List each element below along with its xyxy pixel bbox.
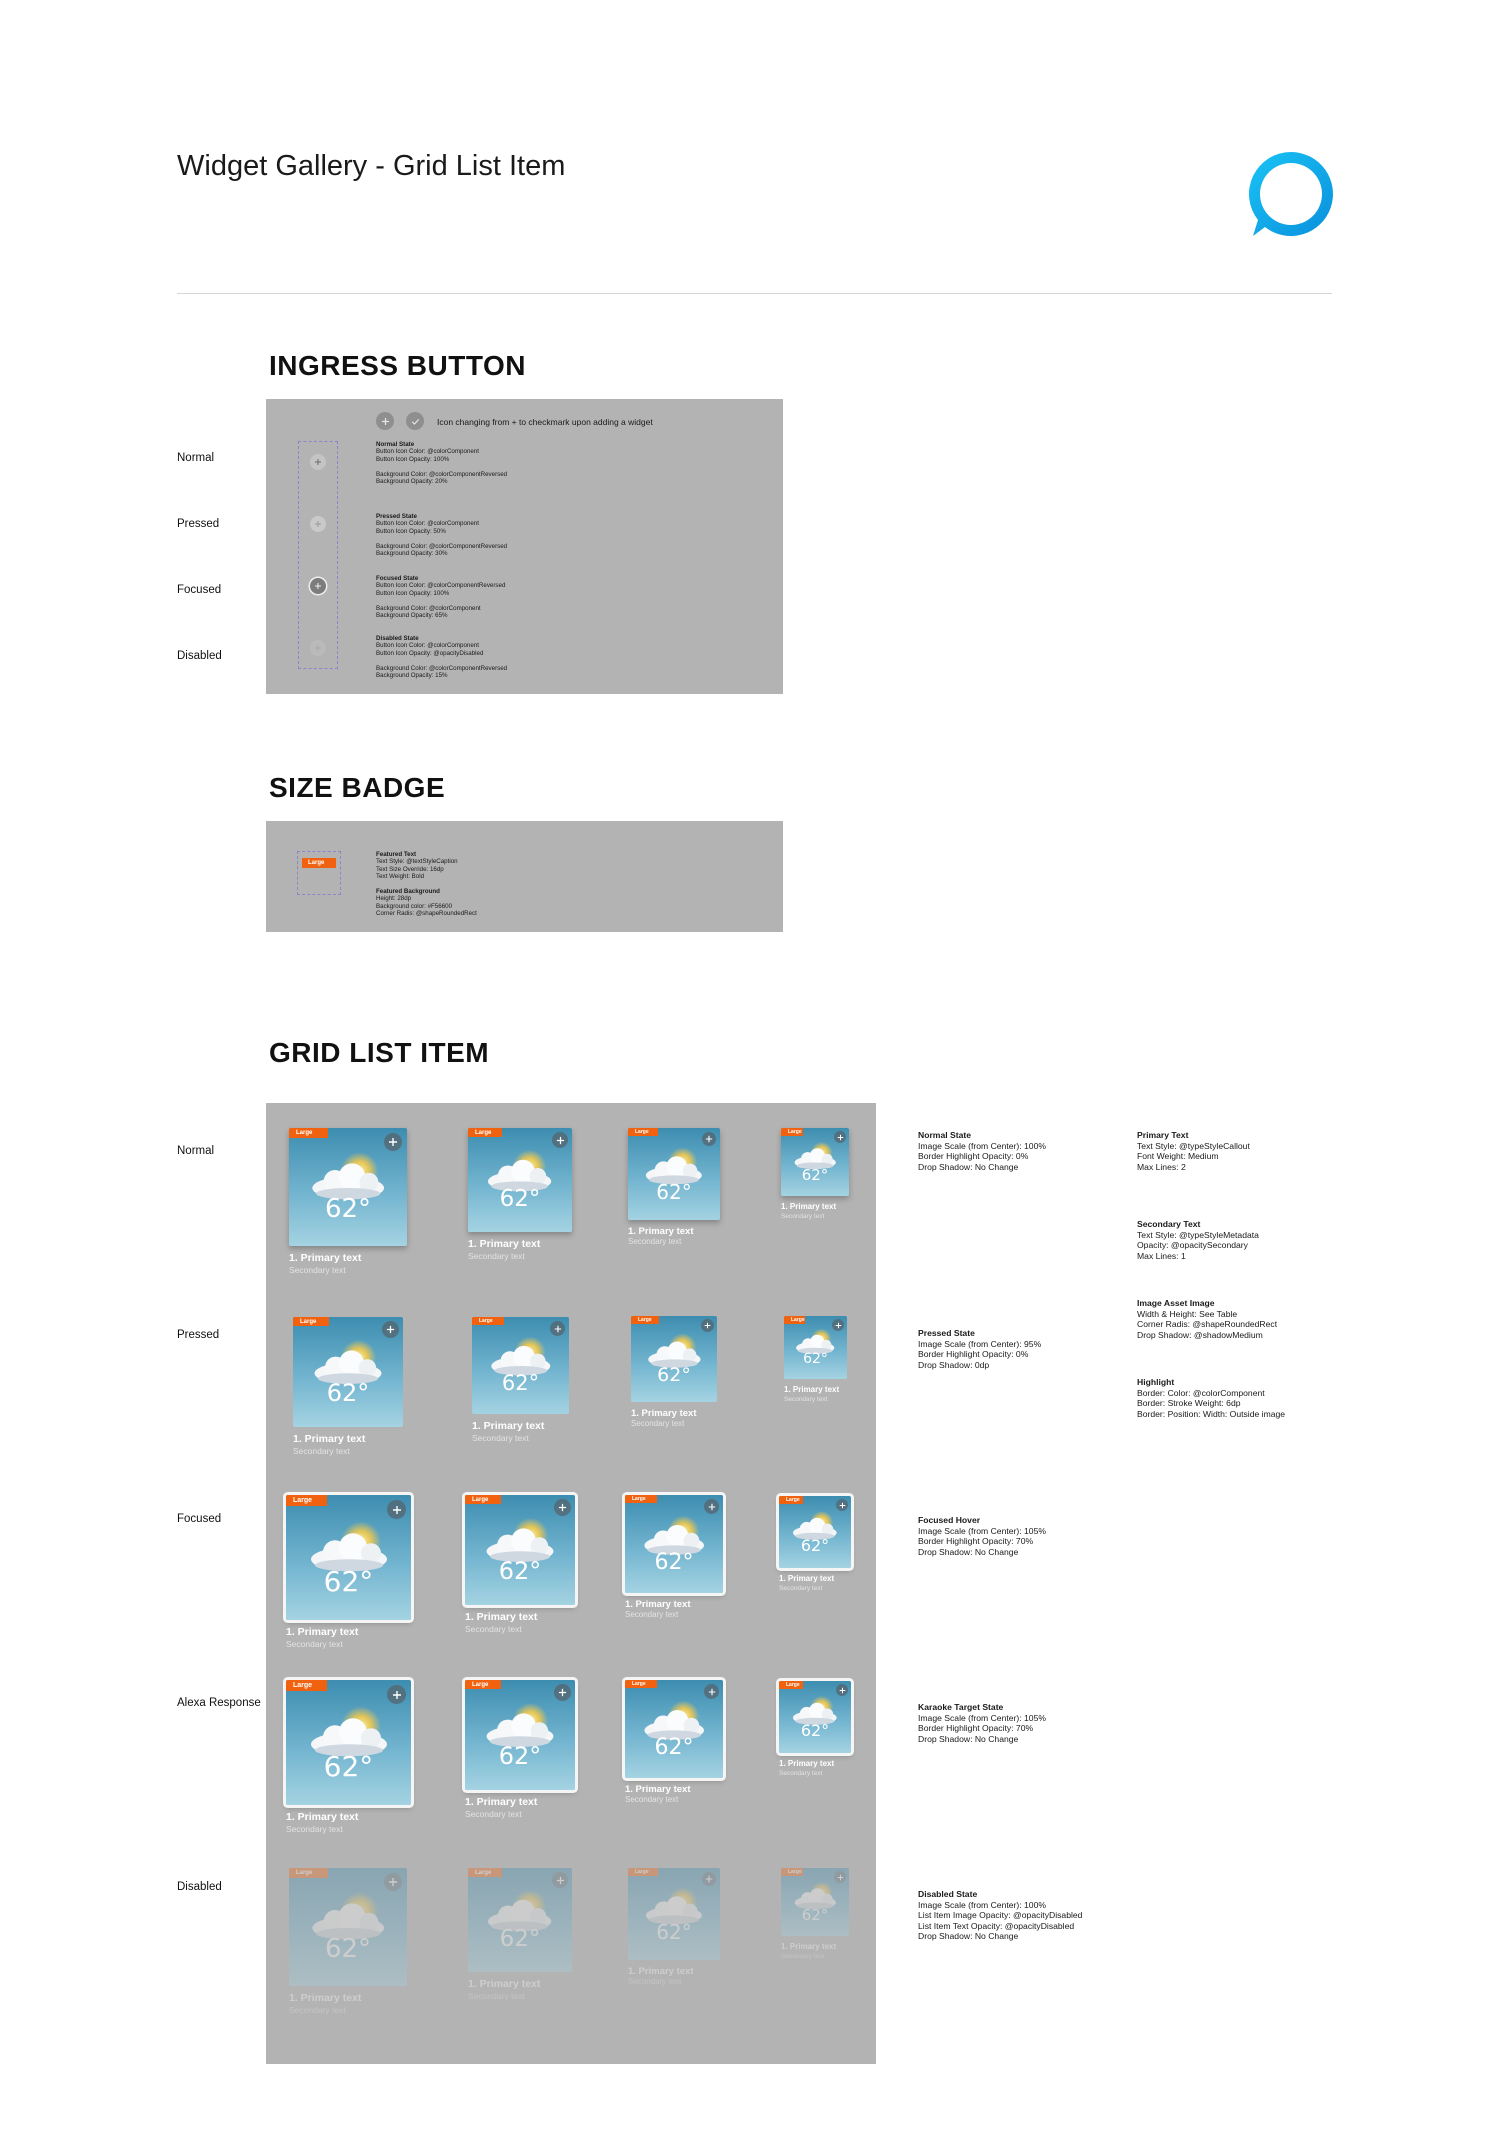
- grid-list-item-pressed[interactable]: [472, 1317, 569, 1462]
- temperature-label: 62°: [498, 1557, 542, 1585]
- primary-text: 1. Primary text: [293, 1433, 366, 1445]
- add-widget-plus-icon[interactable]: [552, 1872, 568, 1888]
- primary-text: 1. Primary text: [628, 1226, 694, 1237]
- grid-list-item-normal[interactable]: [628, 1128, 720, 1268]
- size-badge: Large: [628, 1868, 658, 1876]
- primary-text: 1. Primary text: [286, 1626, 359, 1638]
- weather-image: [625, 1680, 723, 1778]
- temperature-label: 62°: [501, 1371, 540, 1395]
- add-widget-plus-icon[interactable]: [836, 1684, 848, 1696]
- grid-list-item-normal[interactable]: [468, 1128, 572, 1280]
- temperature-label: 62°: [499, 1186, 541, 1212]
- size-badge: Large: [286, 1680, 327, 1691]
- ingress-row-label-pressed: Pressed: [177, 518, 220, 530]
- secondary-text: Secondary text: [465, 1809, 522, 1819]
- checkmark-icon: [406, 412, 424, 430]
- secondary-text: Secondary text: [293, 1446, 350, 1456]
- grid-list-item-focused[interactable]: [625, 1495, 723, 1641]
- weather-image: [465, 1680, 575, 1790]
- secondary-text: Secondary text: [631, 1419, 685, 1428]
- size-badge: Large: [289, 1868, 328, 1878]
- weather-image: [472, 1317, 569, 1414]
- temperature-label: 62°: [654, 1735, 694, 1760]
- size-badge: Large: [468, 1868, 502, 1877]
- size-badge: Large: [289, 1128, 328, 1138]
- weather-image: [625, 1495, 723, 1593]
- size-badge: Large: [781, 1868, 803, 1876]
- size-badge: Large: [625, 1680, 657, 1688]
- primary-text: 1. Primary text: [289, 1252, 362, 1264]
- add-widget-plus-icon[interactable]: [836, 1499, 848, 1511]
- header-divider: [177, 293, 1332, 294]
- spec-secondary-text: Secondary Text Text Style: @typeStyleMetadata Opacity: @opacitySecondary Max Lines: 1: [1137, 1219, 1259, 1261]
- secondary-text: Secondary text: [779, 1585, 823, 1592]
- temperature-label: 62°: [801, 1906, 829, 1924]
- ingress-icon-note: Icon changing from + to checkmark upon adding a widget: [437, 417, 653, 427]
- primary-text: 1. Primary text: [625, 1784, 691, 1795]
- temperature-label: 62°: [324, 1194, 372, 1224]
- temperature-label: 62°: [657, 1364, 691, 1386]
- weather-image: [628, 1868, 720, 1960]
- weather-image: [289, 1128, 407, 1246]
- size-badge: Large: [628, 1128, 658, 1136]
- primary-text: 1. Primary text: [781, 1942, 837, 1951]
- weather-image: [465, 1495, 575, 1605]
- grid-list-item-normal[interactable]: [289, 1128, 407, 1294]
- grid-section-title: GRID LIST ITEM: [269, 1037, 490, 1068]
- grid-list-item-alexa-response[interactable]: [625, 1680, 723, 1826]
- secondary-text: Secondary text: [286, 1824, 343, 1834]
- size-badge: Large: [625, 1495, 657, 1503]
- grid-list-item-focused[interactable]: [779, 1496, 851, 1616]
- secondary-text: Secondary text: [628, 1237, 682, 1246]
- weather-image: [286, 1680, 411, 1805]
- primary-text: 1. Primary text: [781, 1202, 837, 1211]
- grid-list-item-alexa-response[interactable]: [286, 1680, 411, 1853]
- ingress-spec-focused: Focused State Button Icon Color: @colorComponentReversed Button Icon Opacity: 100% Background Color: @colorComponent Background Opacity: 65%: [376, 575, 506, 620]
- primary-text: 1. Primary text: [289, 1992, 362, 2004]
- add-widget-plus-icon[interactable]: [832, 1319, 844, 1331]
- grid-list-item-disabled[interactable]: [468, 1868, 572, 2020]
- size-badge-section-title: SIZE BADGE: [269, 772, 446, 803]
- size-badge: Large: [472, 1317, 504, 1325]
- grid-row-label-pressed: Pressed: [177, 1329, 220, 1341]
- primary-text: 1. Primary text: [472, 1420, 545, 1432]
- temperature-label: 62°: [800, 1536, 830, 1555]
- secondary-text: Secondary text: [468, 1991, 525, 2001]
- size-badge-spec: Featured Text Text Style: @textStyleCaption Text Size Override: 16dp Text Weight: Bold Featured Background Height: 28dp Background color: #F56600 Corner Radis: @shapeRoundedRect: [376, 851, 477, 918]
- secondary-text: Secondary text: [781, 1953, 825, 1960]
- grid-list-item-normal[interactable]: [781, 1128, 849, 1244]
- add-widget-plus-icon[interactable]: [550, 1321, 565, 1336]
- size-badge: Large: [784, 1316, 805, 1324]
- grid-note-normal: Normal State Image Scale (from Center): 100% Border Highlight Opacity: 0% Drop Shadow: No Change: [918, 1130, 1047, 1172]
- alexa-logo-icon: [1245, 148, 1337, 240]
- temperature-label: 62°: [803, 1351, 828, 1367]
- temperature-label: 62°: [800, 1721, 830, 1740]
- size-badge: Large: [779, 1681, 803, 1689]
- add-widget-plus-icon[interactable]: [701, 1319, 714, 1332]
- temperature-label: 62°: [323, 1565, 374, 1598]
- ingress-spec-pressed: Pressed State Button Icon Color: @colorComponent Button Icon Opacity: 50% Background Color: @colorComponentReversed Background Opacity: 30%: [376, 513, 508, 558]
- grid-list-item-alexa-response[interactable]: [779, 1681, 851, 1801]
- weather-image: [293, 1317, 403, 1427]
- ingress-row-label-disabled: Disabled: [177, 650, 222, 662]
- grid-panel: [266, 1103, 876, 2064]
- ingress-spec-disabled: Disabled State Button Icon Color: @colorComponent Button Icon Opacity: @opacityDisabled Background Color: @colorComponentReversed Background Opacity: 15%: [376, 635, 508, 680]
- ingress-button-normal[interactable]: [310, 454, 326, 470]
- add-widget-plus-icon[interactable]: [554, 1684, 571, 1701]
- ingress-button-disabled[interactable]: [310, 640, 326, 656]
- secondary-text: Secondary text: [286, 1639, 343, 1649]
- weather-image: [779, 1681, 851, 1753]
- temperature-label: 62°: [656, 1920, 692, 1944]
- temperature-label: 62°: [324, 1934, 372, 1964]
- grid-list-item-alexa-response[interactable]: [465, 1680, 575, 1838]
- add-widget-plus-icon[interactable]: [704, 1684, 719, 1699]
- add-widget-plus-icon[interactable]: [387, 1500, 406, 1519]
- weather-image: [628, 1128, 720, 1220]
- secondary-text: Secondary text: [472, 1433, 529, 1443]
- size-badge: Large: [779, 1496, 803, 1504]
- ingress-spec-normal: Normal State Button Icon Color: @colorComponent Button Icon Opacity: 100% Background Color: @colorComponentReversed Background Opacity: 20%: [376, 441, 508, 486]
- grid-list-item-pressed[interactable]: [293, 1317, 403, 1475]
- weather-image: [289, 1868, 407, 1986]
- add-widget-plus-icon[interactable]: [704, 1499, 719, 1514]
- add-widget-plus-icon[interactable]: [552, 1132, 568, 1148]
- primary-text: 1. Primary text: [465, 1611, 538, 1623]
- grid-list-item-focused[interactable]: [286, 1495, 411, 1668]
- spec-highlight: Highlight Border: Color: @colorComponent Border: Stroke Weight: 6dp Border: Position: Width: Outside image: [1137, 1377, 1286, 1419]
- add-widget-plus-icon[interactable]: [382, 1321, 399, 1338]
- add-widget-plus-icon[interactable]: [702, 1872, 716, 1886]
- weather-image: [781, 1868, 849, 1936]
- secondary-text: Secondary text: [289, 1265, 346, 1275]
- size-badge: Large: [465, 1680, 501, 1689]
- grid-list-item-pressed[interactable]: [784, 1316, 847, 1427]
- weather-image: [468, 1868, 572, 1972]
- grid-list-item-focused[interactable]: [465, 1495, 575, 1653]
- ingress-row-label-normal: Normal: [177, 452, 215, 464]
- primary-text: 1. Primary text: [468, 1238, 541, 1250]
- secondary-text: Secondary text: [289, 2005, 346, 2015]
- spec-image-asset: Image Asset Image Width & Height: See Table Corner Radis: @shapeRoundedRect Drop Shadow: @shadowMedium: [1137, 1298, 1278, 1340]
- primary-text: 1. Primary text: [286, 1811, 359, 1823]
- ingress-button-frame: [298, 441, 338, 669]
- ingress-button-pressed[interactable]: [310, 516, 326, 532]
- grid-row-label-alexa-response: Alexa Response: [177, 1697, 261, 1709]
- weather-image: [468, 1128, 572, 1232]
- size-badge: Large: [781, 1128, 803, 1136]
- add-widget-plus-icon[interactable]: [702, 1132, 716, 1146]
- primary-text: 1. Primary text: [779, 1574, 835, 1583]
- ingress-button-focused[interactable]: [310, 578, 326, 594]
- add-widget-plus-icon[interactable]: [384, 1133, 402, 1151]
- secondary-text: Secondary text: [625, 1610, 679, 1619]
- size-badge: Large: [631, 1316, 659, 1324]
- size-badge-panel: [266, 821, 783, 932]
- temperature-label: 62°: [801, 1166, 829, 1184]
- primary-text: 1. Primary text: [779, 1759, 835, 1768]
- primary-text: 1. Primary text: [631, 1408, 697, 1419]
- temperature-label: 62°: [499, 1926, 541, 1952]
- temperature-label: 62°: [323, 1750, 374, 1783]
- grid-row-label-focused: Focused: [177, 1513, 222, 1525]
- secondary-text: Secondary text: [625, 1795, 679, 1804]
- grid-row-label-normal: Normal: [177, 1145, 215, 1157]
- weather-image: [779, 1496, 851, 1568]
- grid-note-alexa-response: Karaoke Target State Image Scale (from Center): 105% Border Highlight Opacity: 70% Drop Shadow: No Change: [918, 1702, 1047, 1744]
- grid-note-disabled: Disabled State Image Scale (from Center): 100% List Item Image Opacity: @opacityDisabled List Item Text Opacity: @opacityDisabled Drop Shadow: No Change: [918, 1889, 1083, 1942]
- grid-list-item-pressed[interactable]: [631, 1316, 717, 1450]
- secondary-text: Secondary text: [784, 1396, 828, 1403]
- secondary-text: Secondary text: [779, 1770, 823, 1777]
- ingress-panel: [266, 399, 783, 694]
- secondary-text: Secondary text: [781, 1213, 825, 1220]
- grid-list-item-disabled[interactable]: [628, 1868, 720, 2008]
- secondary-text: Secondary text: [628, 1977, 682, 1986]
- add-widget-plus-icon[interactable]: [384, 1873, 402, 1891]
- secondary-text: Secondary text: [468, 1251, 525, 1261]
- ingress-row-label-focused: Focused: [177, 584, 222, 596]
- size-badge: Large: [465, 1495, 501, 1504]
- weather-image: [781, 1128, 849, 1196]
- grid-note-focused: Focused Hover Image Scale (from Center): 105% Border Highlight Opacity: 70% Drop Shadow: No Change: [918, 1515, 1047, 1557]
- size-badge: Large: [286, 1495, 327, 1506]
- grid-list-item-disabled[interactable]: [289, 1868, 407, 2034]
- secondary-text: Secondary text: [465, 1624, 522, 1634]
- primary-text: 1. Primary text: [784, 1385, 840, 1394]
- primary-text: 1. Primary text: [468, 1978, 541, 1990]
- ingress-section-title: INGRESS BUTTON: [269, 350, 526, 381]
- weather-image: [784, 1316, 847, 1379]
- temperature-label: 62°: [656, 1180, 692, 1204]
- page-title: Widget Gallery - Grid List Item: [177, 150, 566, 182]
- grid-list-item-disabled[interactable]: [781, 1868, 849, 1984]
- weather-image: [286, 1495, 411, 1620]
- add-widget-plus-icon[interactable]: [834, 1131, 846, 1143]
- temperature-label: 62°: [498, 1742, 542, 1770]
- primary-text: 1. Primary text: [625, 1599, 691, 1610]
- spec-primary-text: Primary Text Text Style: @typeStyleCallout Font Weight: Medium Max Lines: 2: [1137, 1130, 1250, 1172]
- size-badge: Large: [302, 858, 336, 868]
- weather-image: [631, 1316, 717, 1402]
- size-badge: Large: [468, 1128, 502, 1137]
- temperature-label: 62°: [654, 1550, 694, 1575]
- primary-text: 1. Primary text: [465, 1796, 538, 1808]
- grid-row-label-disabled: Disabled: [177, 1881, 222, 1893]
- temperature-label: 62°: [326, 1379, 370, 1407]
- add-widget-plus-icon[interactable]: [554, 1499, 571, 1516]
- size-badge: Large: [293, 1317, 329, 1326]
- add-widget-plus-icon[interactable]: [834, 1871, 846, 1883]
- add-widget-plus-icon[interactable]: [387, 1685, 406, 1704]
- plus-icon: [376, 412, 394, 430]
- grid-note-pressed: Pressed State Image Scale (from Center): 95% Border Highlight Opacity: 0% Drop Shadow: 0dp: [918, 1328, 1042, 1370]
- primary-text: 1. Primary text: [628, 1966, 694, 1977]
